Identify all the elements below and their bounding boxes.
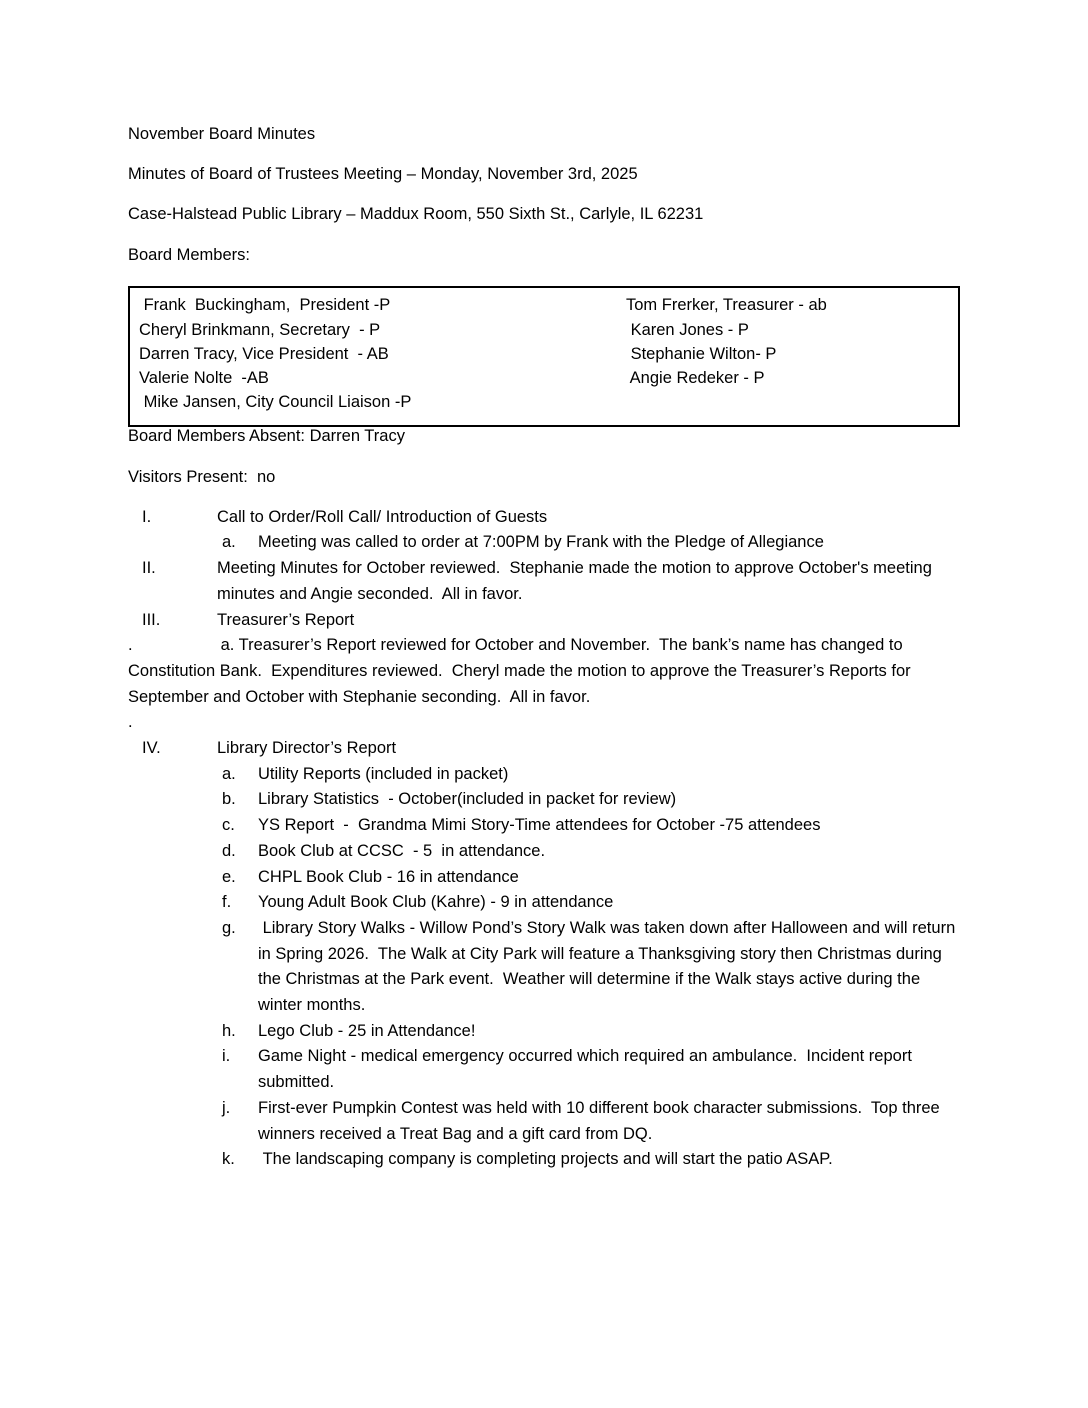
agenda-item-4a <box>128 762 960 788</box>
board-members-left-column <box>139 293 626 425</box>
section-text: Treasurer’s Report <box>217 610 355 629</box>
member-line: Frank Buckingham, President -P <box>139 296 391 315</box>
visitors-line: Visitors Present: no <box>128 467 276 486</box>
agenda-section-3 <box>128 608 960 634</box>
item-letter: b. <box>222 790 236 809</box>
item-text: Meeting was called to order at 7:00PM by Frank with the Pledge of Allegiance <box>258 533 824 552</box>
section-text: Meeting Minutes for October reviewed. Stephanie made the motion to approve October's meeting minutes and Angie seconded. All in favor. <box>217 559 937 603</box>
item-letter: d. <box>222 841 236 860</box>
item-text: Utility Reports (included in packet) <box>258 764 509 783</box>
agenda-list <box>128 505 960 1173</box>
item-text: CHPL Book Club - 16 in attendance <box>258 867 519 886</box>
meeting-line: Minutes of Board of Trustees Meeting – Monday, November 3rd, 2025 <box>128 165 638 184</box>
agenda-item-4k <box>128 1147 960 1173</box>
section-numeral: I. <box>142 507 152 526</box>
item-text: Library Story Walks - Willow Pond’s Story Walk was taken down after Halloween and will return in Spring 2026. The Walk at City Park will feature a Thanksgiving story then Christmas during the Christmas at the Park event. Weather will determine if the Walk stays active during the winter months. <box>258 918 960 1015</box>
agenda-section-4 <box>128 736 960 762</box>
agenda-item-4h <box>128 1019 960 1045</box>
item-text: First-ever Pumpkin Contest was held with 10 different book character submissions. Top three winners received a Treat Bag and a gift card from DQ. <box>258 1098 945 1143</box>
section-numeral: III. <box>142 610 161 629</box>
item-letter: f. <box>222 893 232 912</box>
treasurer-paragraph-text: a. Treasurer’s Report reviewed for October and November. The bank’s name has changed to Constitution Bank. Expenditures reviewed. Cheryl made the motion to approve the Treasurer’s Reports for September and October with Stephanie seconding. All in favor. <box>128 636 916 706</box>
doc-title: November Board Minutes <box>128 125 316 143</box>
section-numeral: II. <box>142 559 156 578</box>
agenda-item-4d <box>128 839 960 865</box>
section-numeral: IV. <box>142 739 161 758</box>
board-members-table <box>128 286 960 427</box>
item-text: Library Statistics - October(included in packet for review) <box>258 790 677 809</box>
item-text: Book Club at CCSC - 5 in attendance. <box>258 841 546 860</box>
item-letter: e. <box>222 867 236 886</box>
member-line: Valerie Nolte -AB <box>139 368 269 387</box>
member-line: Darren Tracy, Vice President - AB <box>139 344 389 363</box>
item-text: Lego Club - 25 in Attendance! <box>258 1021 476 1040</box>
agenda-item-4g <box>128 916 960 1019</box>
item-letter: j. <box>222 1098 231 1117</box>
stray-period: . <box>128 636 133 655</box>
stray-period-line: . <box>128 713 133 732</box>
item-letter: h. <box>222 1021 236 1040</box>
agenda-section-2 <box>128 556 960 607</box>
agenda-item-4e <box>128 865 960 891</box>
agenda-section-1 <box>128 505 960 531</box>
section-text: Call to Order/Roll Call/ Introduction of Guests <box>217 507 548 526</box>
item-letter: a. <box>222 533 236 552</box>
absent-line: Board Members Absent: Darren Tracy <box>128 427 405 446</box>
item-letter: g. <box>222 918 236 937</box>
agenda-item-4f <box>128 890 960 916</box>
section-text: Library Director’s Report <box>217 739 397 758</box>
board-members-right-column <box>626 293 958 425</box>
location-line: Case-Halstead Public Library – Maddux Room, 550 Sixth St., Carlyle, IL 62231 <box>128 205 704 224</box>
agenda-item-4c <box>128 813 960 839</box>
item-text: YS Report - Grandma Mimi Story-Time attendees for October -75 attendees <box>258 816 821 835</box>
item-text: Game Night - medical emergency occurred which required an ambulance. Incident report submitted. <box>258 1047 917 1092</box>
item-letter: i. <box>222 1047 231 1066</box>
agenda-item-1a <box>128 530 960 556</box>
agenda-item-4i <box>128 1044 960 1095</box>
item-letter: k. <box>222 1150 235 1169</box>
treasurer-paragraph <box>128 633 960 710</box>
member-line: Mike Jansen, City Council Liaison -P <box>139 393 412 412</box>
item-text: The landscaping company is completing projects and will start the patio ASAP. <box>258 1150 833 1169</box>
agenda-item-4b <box>128 787 960 813</box>
member-line: Cheryl Brinkmann, Secretary - P <box>139 320 381 339</box>
agenda-item-4j <box>128 1096 960 1147</box>
member-line: Angie Redeker - P <box>626 368 765 387</box>
item-letter: c. <box>222 816 235 835</box>
item-letter: a. <box>222 764 236 783</box>
member-line: Karen Jones - P <box>626 320 749 339</box>
member-line: Stephanie Wilton- P <box>626 344 777 363</box>
board-members-label: Board Members: <box>128 245 250 264</box>
member-line: Tom Frerker, Treasurer - ab <box>626 296 827 315</box>
item-text: Young Adult Book Club (Kahre) - 9 in attendance <box>258 893 614 912</box>
